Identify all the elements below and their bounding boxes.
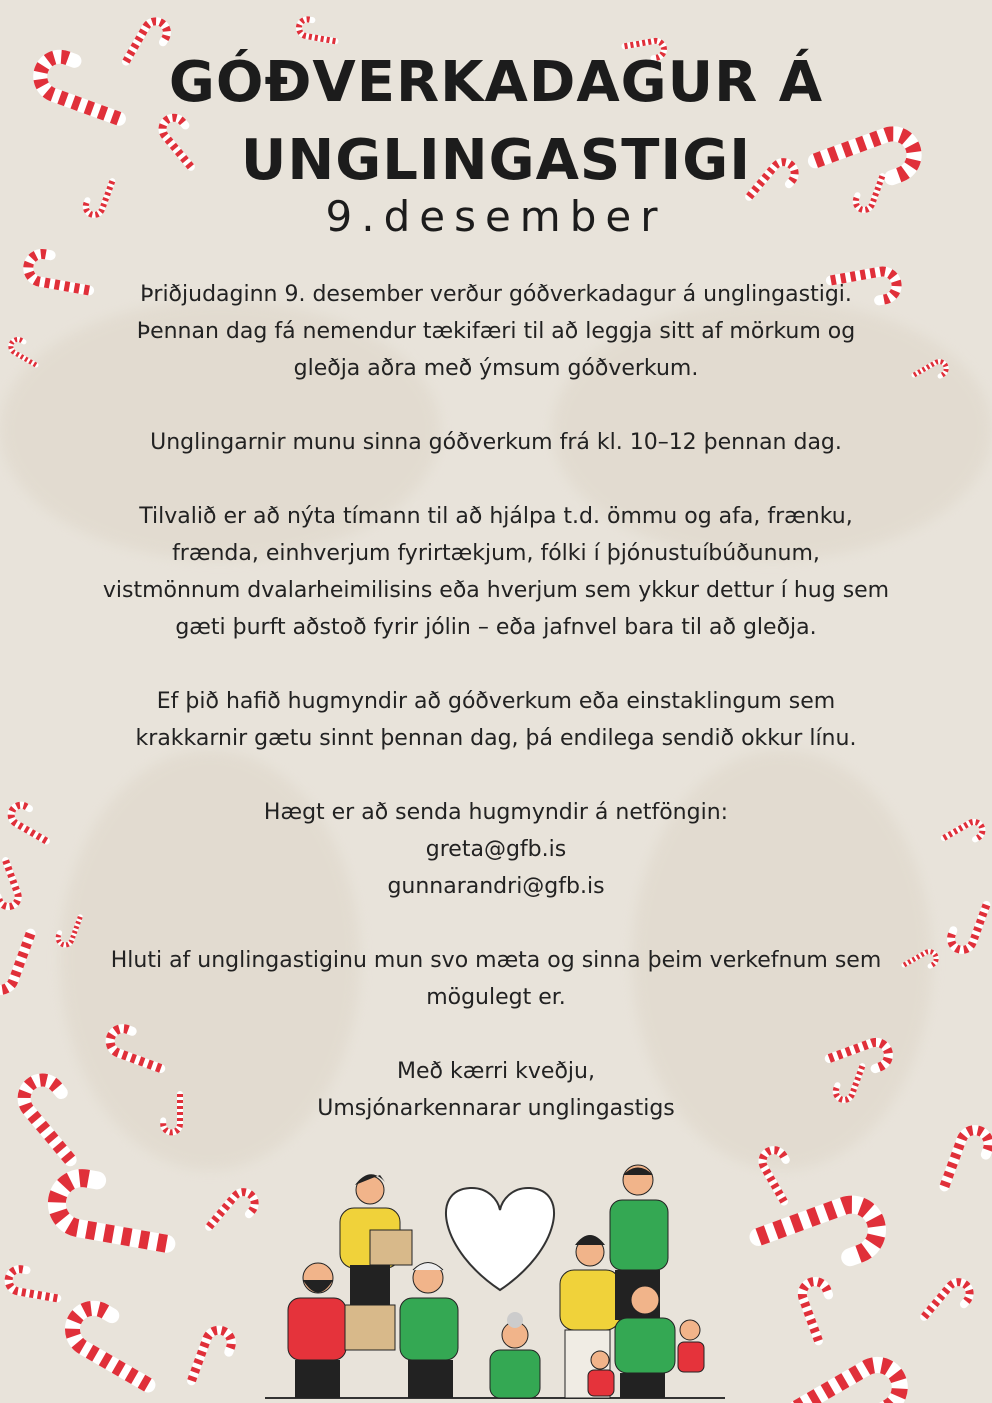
paragraph [40,1053,952,1127]
text-line: Með kærri kveðju, [397,1059,595,1084]
poster-body [40,276,952,1164]
text-line: Unglingarnir munu sinna góðverkum frá kl. 10–12 þennan dag. [150,430,842,455]
text-line: frænda, einhverjum fyrirtækjum, fólki í þjónustuíbúðunum, [172,541,820,566]
text-line: Hluti af unglingastiginu mun svo mæta og sinna þeim verkefnum sem [110,948,882,973]
poster-date: 9.desember [325,192,667,241]
text-line: greta@gfb.is [425,837,567,862]
candy-cane-icon [209,1188,259,1242]
people-illustration [260,1160,730,1403]
text-line: krakkarnir gætu sinnt þennan dag, þá endilega sendið okkur línu. [135,726,857,751]
candy-cane-icon [7,1267,61,1298]
text-line: Ef þið hafið hugmyndir að góðverkum eða einstaklingum sem [156,689,836,714]
text-line: mögulegt er. [426,985,566,1010]
candy-cane-icon [53,1174,175,1244]
text-line: Þriðjudaginn 9. desember verður góðverkadagur á unglingastigi. [140,282,852,307]
paragraph [40,424,952,461]
text-line: gunnarandri@gfb.is [387,874,605,899]
heart-icon [446,1188,554,1290]
paragraph [40,683,952,757]
candy-cane-icon [8,337,43,365]
candy-cane-icon [0,924,31,994]
poster-title-line2: UNGLINGASTIGI [240,128,752,193]
text-line: vistmönnum dvalarheimilisins eða hverjum sem ykkur dettur í hug sem [102,578,890,603]
candy-cane-icon [65,1301,169,1385]
text-line: gæti þurft aðstoð fyrir jólin – eða jafnvel bara til að gleðja. [175,615,817,640]
candy-cane-icon [924,1278,974,1332]
text-line: Tilvalið er að nýta tímann til að hjálpa t.d. ömmu og afa, frænku, [139,504,853,529]
candy-cane-icon [298,18,339,41]
paragraph [40,276,952,387]
text-line: gleðja aðra með ýmsum góðverkum. [293,356,699,381]
candy-cane-icon [0,861,21,910]
candy-cane-icon [192,1327,235,1390]
text-line: Hægt er að senda hugmyndir á netföngin: [263,800,729,825]
text-line: Umsjónarkennarar unglingastigs [317,1096,675,1121]
candy-cane-icon [759,1198,884,1285]
paragraph [40,794,952,905]
paragraph [40,498,952,646]
text-line: Þennan dag fá nemendur tækifæri til að leggja sitt af mörkum og [136,319,856,344]
candy-cane-icon [797,1357,908,1403]
paragraph [40,942,952,1016]
poster-title-line1: GÓÐVERKADAGUR Á [168,50,824,115]
candy-cane-icon [948,897,987,953]
candy-cane-icon [799,1278,842,1341]
